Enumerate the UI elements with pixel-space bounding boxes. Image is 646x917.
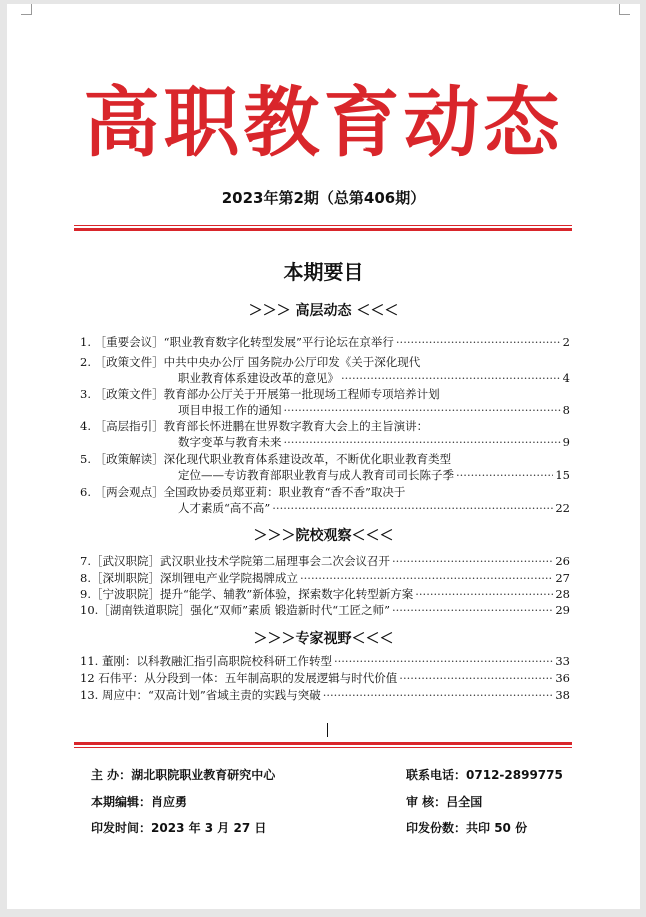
toc-entry-text: 人才素质“高不高” <box>178 501 271 515</box>
toc-page-number: 9 <box>562 435 570 449</box>
host-label: 主 办： <box>91 768 132 782</box>
header-rule-thin <box>74 225 572 226</box>
header-rule-thick <box>74 228 572 231</box>
toc-entry-line <box>80 386 570 402</box>
toc-entry-text: 3. ［政策文件］教育部办公厅关于开展第一批现场工程师专项培养计划 <box>80 387 440 401</box>
toc-page-number: 33 <box>555 654 570 668</box>
toc-entry-text: 1. ［重要会议］“职业教育数字化转型发展”平行论坛在京举行 <box>80 335 394 349</box>
toc-dot-leader <box>334 653 553 669</box>
section-heading: ＞＞＞专家视野＜＜＜ <box>253 631 394 647</box>
copies-value: 共印 50 份 <box>466 821 528 835</box>
review-value: 吕全国 <box>446 795 483 809</box>
toc-entry-line <box>80 500 570 516</box>
toc-entry-line <box>80 418 570 434</box>
section-heading: ＞＞＞院校观察＜＜＜ <box>253 528 394 544</box>
toc-entry-text: 4. ［高层指引］教育部长怀进鹏在世界数字教育大会上的主旨演讲： <box>80 419 429 433</box>
toc-page-number: 4 <box>562 371 570 385</box>
footer-editor <box>91 793 187 810</box>
toc-entry-text: 11. 董刚：以科教融汇指引高职院校科研工作转型 <box>80 654 332 668</box>
copies-label: 印发份数： <box>406 821 467 835</box>
toc-entry[interactable] <box>80 586 570 602</box>
toc-entry-line <box>80 570 570 586</box>
footer-copies <box>406 819 527 836</box>
footer-host <box>91 766 275 783</box>
phone-label: 联系电话： <box>406 768 467 782</box>
toc-entry-line <box>80 402 570 418</box>
toc-entry-text: 8.［深圳职院］深圳锂电产业学院揭牌成立 <box>80 571 298 585</box>
toc-entry[interactable] <box>80 553 570 569</box>
toc-dot-leader <box>341 370 561 386</box>
footer-rule-thin <box>74 747 572 748</box>
toc-entry[interactable] <box>80 670 570 686</box>
masthead-title: 高职教育动态 <box>83 78 564 167</box>
section-heading: ＞＞＞ 高层动态 ＜＜＜ <box>248 303 399 319</box>
toc-entry-line <box>80 434 570 450</box>
toc-dot-leader <box>392 602 553 618</box>
toc-dot-leader <box>392 553 553 569</box>
toc-page-number: 2 <box>562 335 570 349</box>
toc-entry-line <box>80 586 570 602</box>
toc-entry[interactable] <box>80 451 570 483</box>
toc-entry-line <box>80 467 570 483</box>
crop-mark-top-right <box>619 4 630 15</box>
footer-date <box>91 819 266 836</box>
toc-entry-line <box>80 451 570 467</box>
toc-entry[interactable] <box>80 386 570 418</box>
toc-page-number: 28 <box>555 587 570 601</box>
footer-phone <box>406 766 563 783</box>
footer-review <box>406 793 482 810</box>
date-value: 2023 年 3 月 27 日 <box>151 821 267 835</box>
toc-dot-leader <box>300 570 553 586</box>
date-label: 印发时间： <box>91 821 152 835</box>
toc-entry[interactable] <box>80 334 570 350</box>
issue-number: 2023年第2期（总第406期） <box>221 189 426 207</box>
toc-entry-text: 项目申报工作的通知 <box>178 403 282 417</box>
text-cursor <box>327 723 328 737</box>
toc-page-number: 29 <box>555 603 570 617</box>
toc-entry-line <box>80 334 570 350</box>
toc-entry-line <box>80 670 570 686</box>
toc-entry-text: 6. ［两会观点］全国政协委员郑亚莉：职业教育“香不香”取决于 <box>80 485 406 499</box>
toc-entry-line <box>80 687 570 703</box>
toc-entry-text: 9.［宁波职院］提升“能学、辅教”新体验，探索数字化转型新方案 <box>80 587 414 601</box>
toc-entry-line <box>80 370 570 386</box>
toc-dot-leader <box>284 402 561 418</box>
phone-value: 0712-2899775 <box>466 768 563 782</box>
toc-entry-line <box>80 484 570 500</box>
toc-entry-text: 7.［武汉职院］武汉职业技术学院第二届理事会二次会议召开 <box>80 554 390 568</box>
toc-entry[interactable] <box>80 570 570 586</box>
footer-rule-thick <box>74 742 572 745</box>
toc-entry-text: 数字变革与教育未来 <box>178 435 282 449</box>
toc-dot-leader <box>456 467 553 483</box>
toc-entry-line <box>80 653 570 669</box>
toc-page-number: 15 <box>555 468 570 482</box>
toc-entry-text: 定位——专访教育部职业教育与成人教育司司长陈子季 <box>178 468 454 482</box>
toc-entry-line <box>80 602 570 618</box>
editor-value: 肖应勇 <box>151 795 188 809</box>
toc-dot-leader <box>323 687 554 703</box>
toc-dot-leader <box>396 334 561 350</box>
toc-dot-leader <box>272 500 553 516</box>
toc-entry-text: 职业教育体系建设改革的意见》 <box>178 371 339 385</box>
review-label: 审 核： <box>406 795 447 809</box>
toc-entry-text: 5. ［政策解读］深化现代职业教育体系建设改革，不断优化职业教育类型 <box>80 452 452 466</box>
editor-label: 本期编辑： <box>91 795 152 809</box>
toc-page-number: 22 <box>555 501 570 515</box>
crop-mark-top-left <box>21 4 32 15</box>
toc-entry-text: 2. ［政策文件］中共中央办公厅 国务院办公厅印发《关于深化现代 <box>80 355 421 369</box>
toc-dot-leader <box>284 434 561 450</box>
toc-title: 本期要目 <box>283 260 364 284</box>
toc-entry[interactable] <box>80 418 570 450</box>
document-page <box>7 4 640 909</box>
toc-page-number: 27 <box>555 571 570 585</box>
toc-entry[interactable] <box>80 354 570 386</box>
toc-entry[interactable] <box>80 687 570 703</box>
toc-page-number: 26 <box>555 554 570 568</box>
toc-entry[interactable] <box>80 602 570 618</box>
toc-dot-leader <box>415 586 553 602</box>
toc-entry-text: 12 石伟平：从分段到一体：五年制高职的发展逻辑与时代价值 <box>80 671 398 685</box>
toc-entry-line <box>80 553 570 569</box>
toc-dot-leader <box>399 670 553 686</box>
toc-entry[interactable] <box>80 484 570 516</box>
toc-entry-line <box>80 354 570 370</box>
toc-page-number: 8 <box>562 403 570 417</box>
toc-entry-text: 10.［湖南铁道职院］强化“双师”素质 锻造新时代“工匠之师” <box>80 603 390 617</box>
toc-entry[interactable] <box>80 653 570 669</box>
toc-entry-text: 13. 周应中：“双高计划”省域主责的实践与突破 <box>80 688 321 702</box>
toc-page-number: 36 <box>555 671 570 685</box>
toc-page-number: 38 <box>555 688 570 702</box>
host-value: 湖北职院职业教育研究中心 <box>131 768 276 782</box>
